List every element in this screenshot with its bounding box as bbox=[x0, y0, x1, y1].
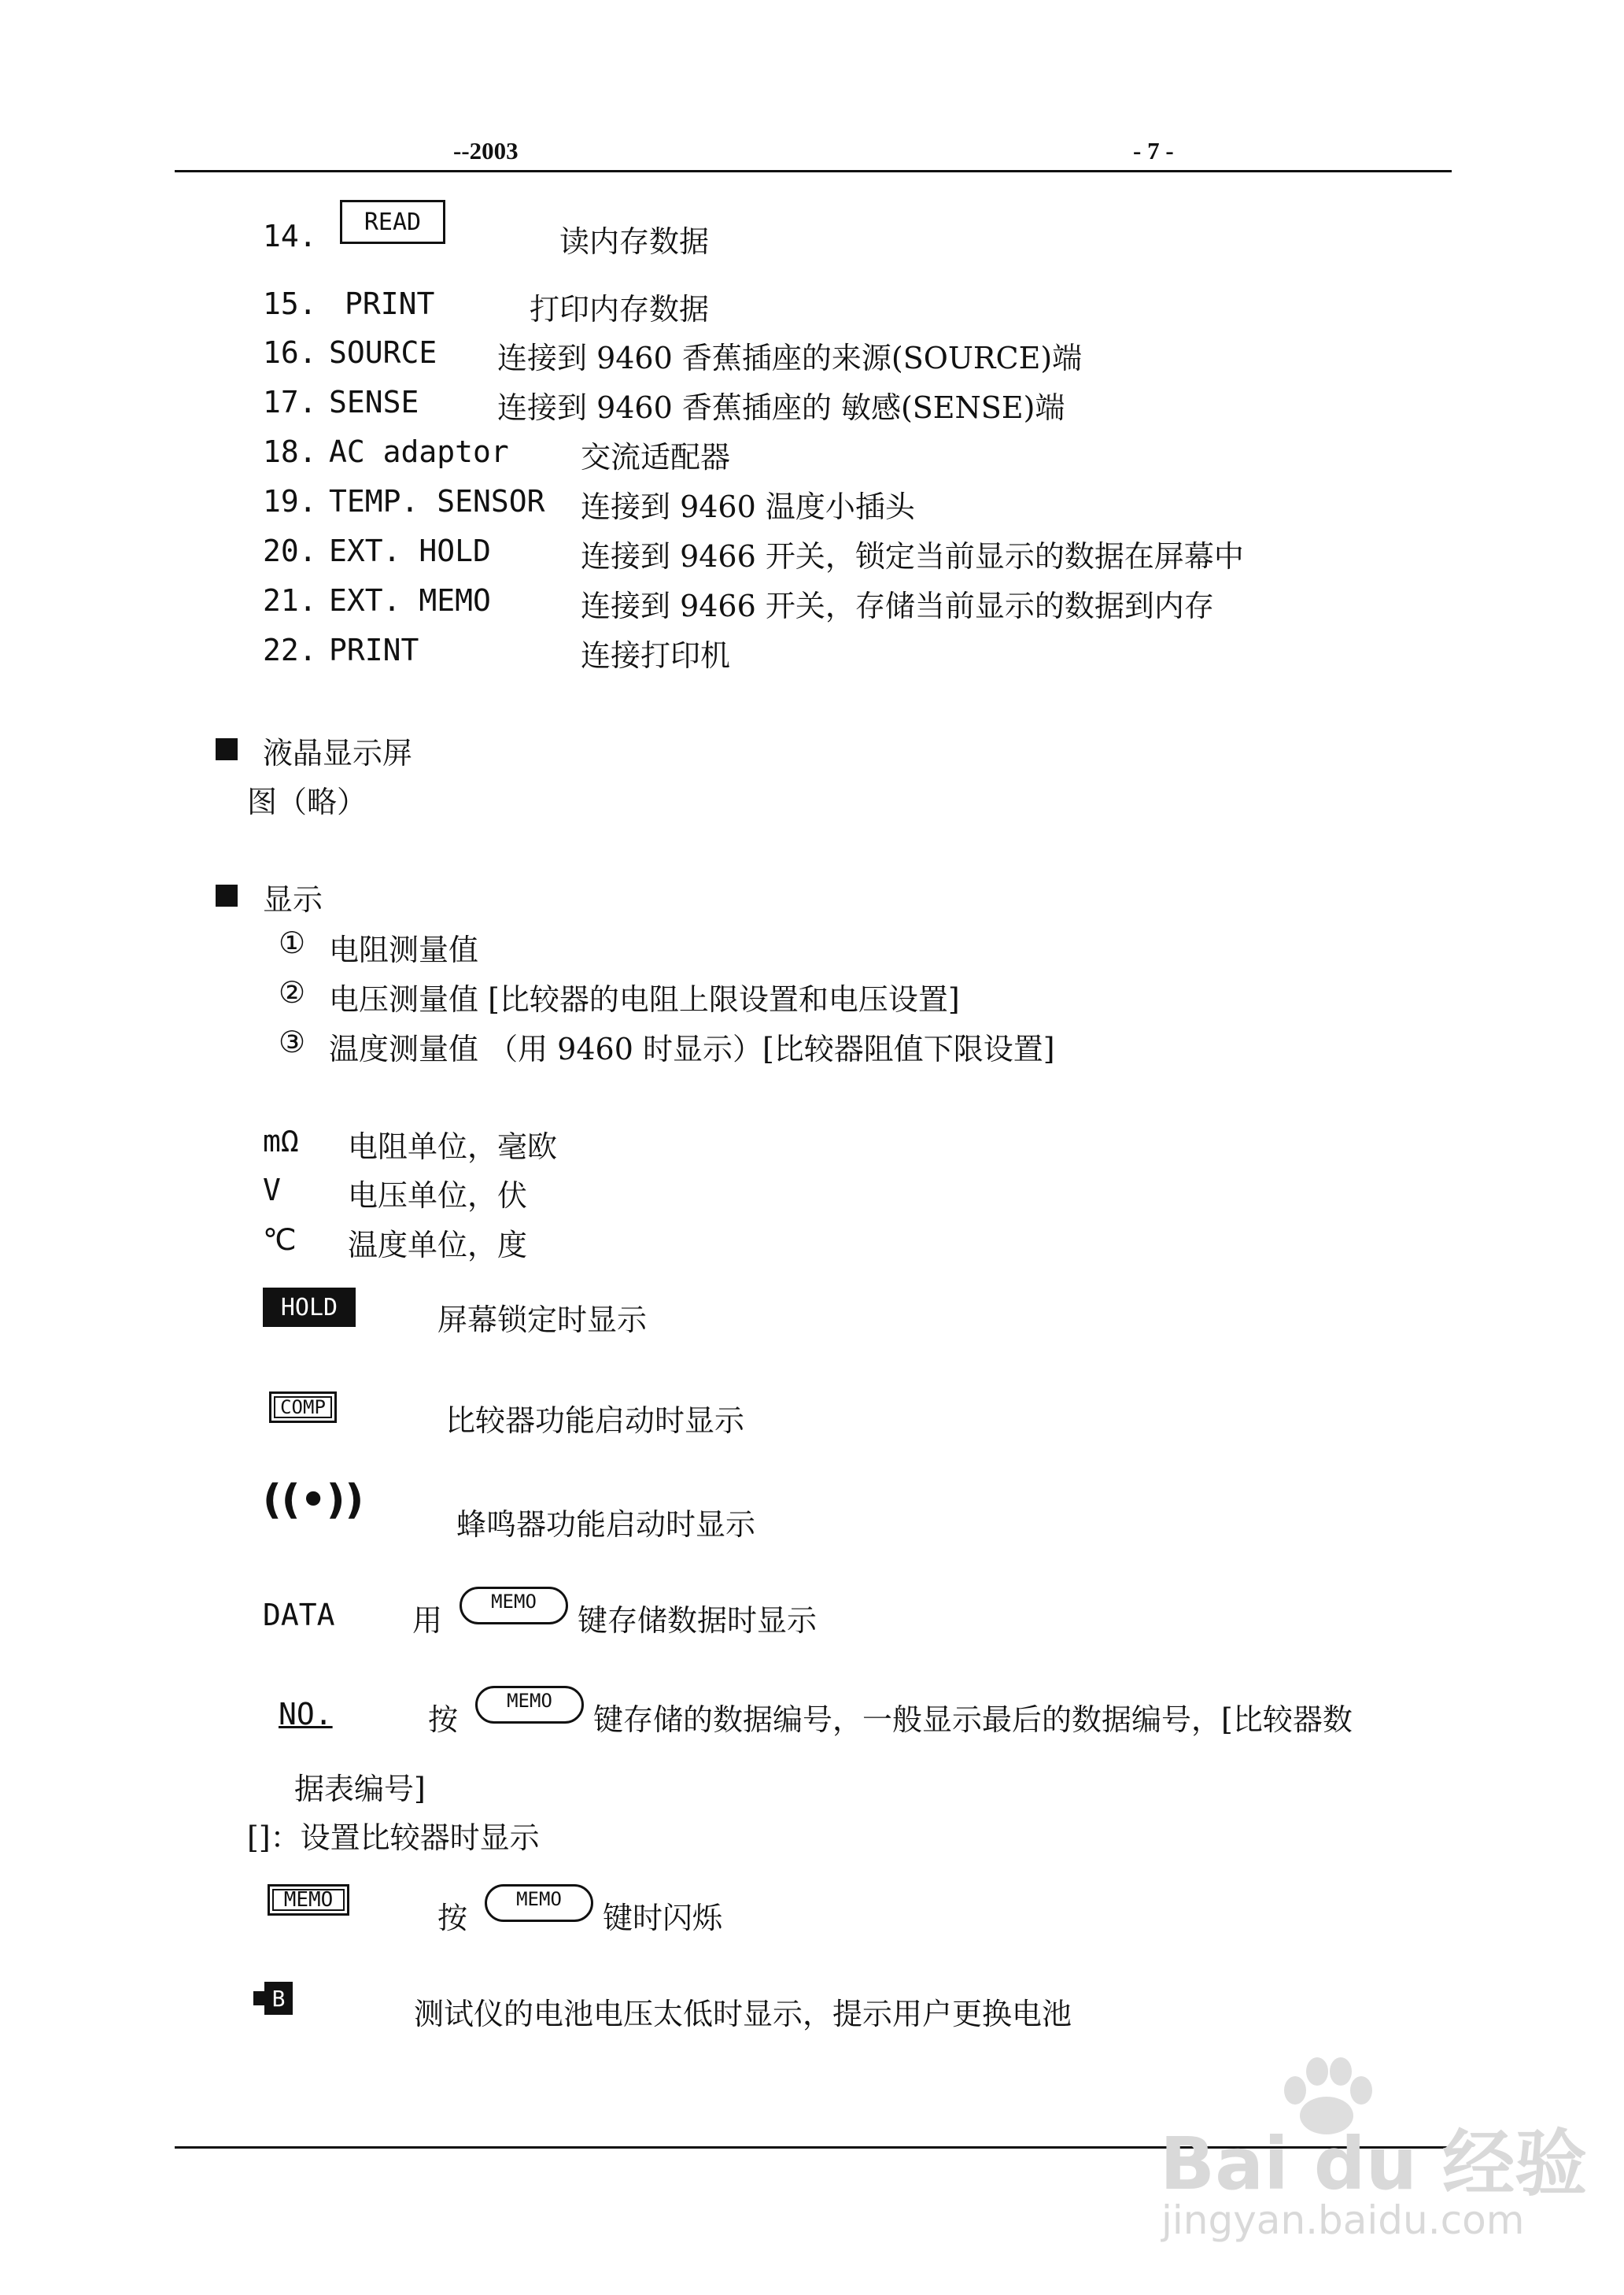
item-20-desc: 连接到 9466 开关，锁定当前显示的数据在屏幕中 bbox=[581, 539, 1244, 574]
item-16-label: SOURCE bbox=[329, 335, 437, 370]
item-20-label: EXT. HOLD bbox=[329, 534, 491, 568]
beeper-icon: ((•)) bbox=[263, 1476, 364, 1524]
item-15-desc: 打印内存数据 bbox=[530, 292, 710, 327]
item-15-number: 15. bbox=[263, 286, 317, 321]
battery-icon: B bbox=[264, 1982, 293, 2015]
battery-terminal bbox=[253, 1991, 264, 2005]
unit-mohm-symbol: mΩ bbox=[263, 1124, 299, 1159]
watermark-url: jingyan.baidu.com bbox=[1161, 2197, 1525, 2243]
hold-indicator-icon: HOLD bbox=[263, 1288, 356, 1327]
item-17-desc: 连接到 9460 香蕉插座的 敏感(SENSE)端 bbox=[497, 390, 1065, 425]
item-14-desc: 读内存数据 bbox=[559, 224, 710, 259]
unit-celsius-symbol: ℃ bbox=[263, 1222, 297, 1257]
watermark-logo: Bai du 经验 bbox=[1160, 2122, 1588, 2206]
display-item-2-mark: ② bbox=[279, 975, 306, 1010]
item-22-number: 22. bbox=[263, 633, 317, 667]
item-14-number: 14. bbox=[263, 219, 317, 253]
comp-desc: 比较器功能启动时显示 bbox=[445, 1403, 745, 1438]
item-17-label: SENSE bbox=[329, 385, 419, 419]
item-22-label: PRINT bbox=[329, 633, 419, 667]
unit-mohm-desc: 电阻单位，毫欧 bbox=[348, 1129, 558, 1164]
no-pre: 按 bbox=[428, 1702, 459, 1737]
no-indicator-label: NO. bbox=[279, 1697, 333, 1731]
beep-desc: 蜂鸣器功能启动时显示 bbox=[456, 1507, 756, 1542]
data-pre: 用 bbox=[412, 1603, 443, 1638]
item-16-number: 16. bbox=[263, 335, 317, 370]
no-desc-cont: 据表编号] bbox=[294, 1772, 426, 1806]
data-desc: 键存储数据时显示 bbox=[578, 1603, 818, 1638]
item-19-label: TEMP. SENSOR bbox=[329, 484, 545, 519]
unit-volt-desc: 电压单位，伏 bbox=[348, 1178, 528, 1213]
memo-key-icon: MEMO bbox=[485, 1884, 593, 1922]
unit-celsius-desc: 温度单位，度 bbox=[348, 1228, 528, 1262]
data-indicator-label: DATA bbox=[263, 1598, 335, 1632]
display-item-1-text: 电阻测量值 bbox=[329, 933, 479, 967]
item-15-label: PRINT bbox=[345, 286, 435, 321]
item-21-number: 21. bbox=[263, 583, 317, 618]
section-lcd-note: 图（略） bbox=[247, 785, 367, 819]
battery-desc: 测试仪的电池电压太低时显示，提示用户更换电池 bbox=[414, 1997, 1072, 2031]
read-key: READ bbox=[340, 200, 445, 244]
item-20-number: 20. bbox=[263, 534, 317, 568]
hold-desc: 屏幕锁定时显示 bbox=[437, 1303, 648, 1337]
bracket-note: []：设置比较器时显示 bbox=[247, 1820, 540, 1855]
section-bullet bbox=[216, 885, 238, 907]
item-16-desc: 连接到 9460 香蕉插座的来源(SOURCE)端 bbox=[497, 341, 1083, 375]
item-19-desc: 连接到 9460 温度小插头 bbox=[581, 490, 915, 524]
memo-desc: 键时闪烁 bbox=[603, 1901, 723, 1935]
unit-volt-symbol: V bbox=[263, 1173, 281, 1207]
item-18-label: AC adaptor bbox=[329, 434, 509, 469]
header-rule bbox=[175, 170, 1452, 172]
item-21-label: EXT. MEMO bbox=[329, 583, 491, 618]
memo-key-icon: MEMO bbox=[475, 1686, 584, 1724]
item-21-desc: 连接到 9466 开关，存储当前显示的数据到内存 bbox=[581, 589, 1214, 623]
memo-key-icon: MEMO bbox=[460, 1587, 568, 1624]
page-number: - 7 - bbox=[1133, 137, 1174, 164]
section-bullet bbox=[216, 738, 238, 760]
item-18-desc: 交流适配器 bbox=[581, 440, 731, 475]
display-item-2-text: 电压测量值 [比较器的电阻上限设置和电压设置] bbox=[329, 982, 960, 1017]
item-22-desc: 连接打印机 bbox=[581, 638, 731, 673]
memo-indicator-icon: MEMO bbox=[268, 1884, 349, 1916]
no-desc: 键存储的数据编号，一般显示最后的数据编号，[比较器数 bbox=[593, 1702, 1353, 1737]
display-item-3-text: 温度测量值 （用 9460 时显示）[比较器阻值下限设置] bbox=[329, 1032, 1055, 1066]
display-item-3-mark: ③ bbox=[279, 1025, 306, 1059]
section-display-title: 显示 bbox=[263, 882, 323, 917]
memo-pre: 按 bbox=[437, 1901, 468, 1935]
display-item-1-mark: ① bbox=[279, 926, 306, 960]
section-lcd-title: 液晶显示屏 bbox=[263, 736, 413, 771]
header-date: --2003 bbox=[453, 137, 519, 164]
comp-indicator-icon: COMP bbox=[269, 1391, 337, 1423]
item-17-number: 17. bbox=[263, 385, 317, 419]
item-19-number: 19. bbox=[263, 484, 317, 519]
item-18-number: 18. bbox=[263, 434, 317, 469]
